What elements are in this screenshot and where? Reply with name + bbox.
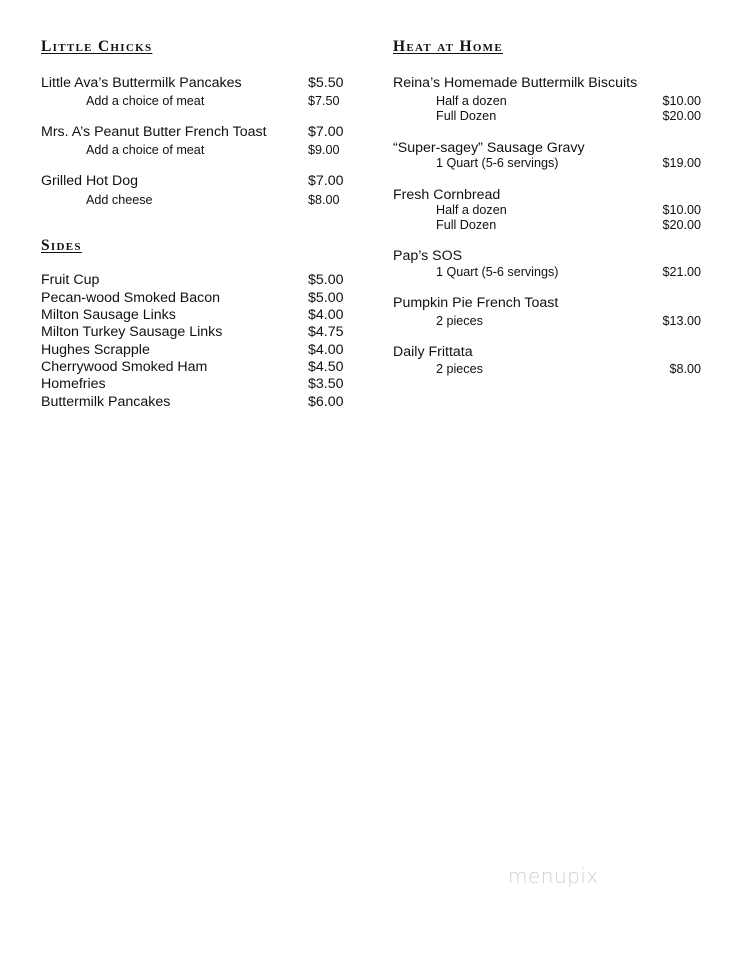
menu-item-addon: Add cheese [86,193,153,207]
heat-item-option-price: $8.00 [669,362,701,376]
menu-item-addon-price: $8.00 [308,193,340,207]
heat-item-option: 1 Quart (5-6 servings) [436,265,559,279]
heat-item-option: Full Dozen [436,109,497,123]
side-item-name: Milton Turkey Sausage Links [41,324,223,340]
sides-heading: Sides [41,237,82,254]
menu-item-addon: Add a choice of meat [86,143,205,157]
side-item-price: $4.00 [308,307,344,323]
side-item-name: Buttermilk Pancakes [41,394,171,410]
menupix-watermark: menupix [508,864,599,888]
little-chicks-heading: Little Chicks [41,38,153,55]
side-item-price: $4.00 [308,342,344,358]
menu-item-price: $7.00 [308,124,344,140]
heat-item-option: Half a dozen [436,203,507,217]
heat-item-option-price: $20.00 [662,218,701,232]
side-item-name: Milton Sausage Links [41,307,176,323]
heat-item-name: Reina’s Homemade Buttermilk Biscuits [393,75,638,91]
heat-item-option: Full Dozen [436,218,497,232]
side-item-name: Homefries [41,376,106,392]
menu-item-addon-price: $7.50 [308,94,340,108]
heat-item-name: Fresh Cornbread [393,187,501,203]
side-item-name: Fruit Cup [41,272,100,288]
side-item-name: Cherrywood Smoked Ham [41,359,208,375]
menu-item-price: $5.50 [308,75,344,91]
heat-item-option-price: $19.00 [662,156,701,170]
heat-item-option: Half a dozen [436,94,507,108]
side-item-price: $6.00 [308,394,344,410]
menu-item-price: $7.00 [308,173,344,189]
heat-item-option: 2 pieces [436,314,483,328]
menu-item-name: Little Ava’s Buttermilk Pancakes [41,75,242,91]
side-item-name: Hughes Scrapple [41,342,150,358]
side-item-name: Pecan-wood Smoked Bacon [41,290,221,306]
side-item-price: $5.00 [308,290,344,306]
menu-item-addon-price: $9.00 [308,143,340,157]
heat-item-name: Daily Frittata [393,344,473,360]
heat-item-option-price: $10.00 [662,203,701,217]
side-item-price: $3.50 [308,376,344,392]
heat-item-option-price: $10.00 [662,94,701,108]
side-item-price: $4.75 [308,324,344,340]
menu-item-name: Mrs. A’s Peanut Butter French Toast [41,124,267,140]
side-item-price: $5.00 [308,272,344,288]
heat-item-option-price: $13.00 [662,314,701,328]
heat-item-option-price: $20.00 [662,109,701,123]
side-item-price: $4.50 [308,359,344,375]
heat-item-name: “Super-sagey” Sausage Gravy [393,140,585,156]
heat-item-option: 1 Quart (5-6 servings) [436,156,559,170]
heat-item-option: 2 pieces [436,362,483,376]
menu-item-addon: Add a choice of meat [86,94,205,108]
menu-item-name: Grilled Hot Dog [41,173,138,189]
heat-at-home-heading: Heat at Home [393,38,504,55]
heat-item-option-price: $21.00 [662,265,701,279]
heat-item-name: Pap’s SOS [393,248,463,264]
heat-item-name: Pumpkin Pie French Toast [393,295,559,311]
